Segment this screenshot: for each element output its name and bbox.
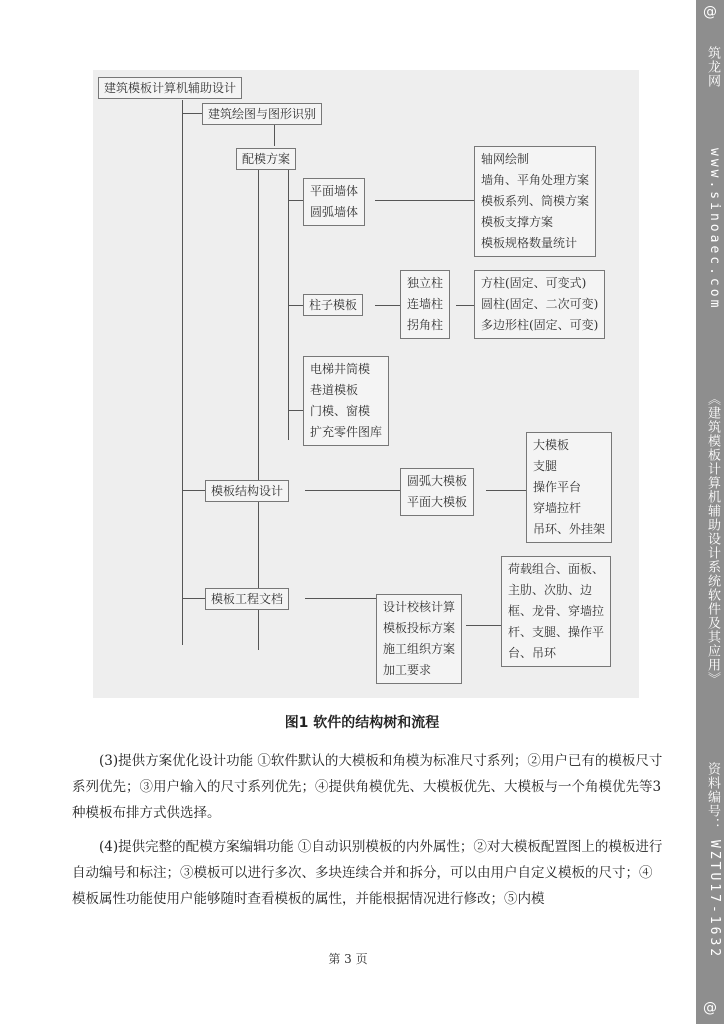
at-symbol: @: [703, 4, 717, 20]
body-paragraph: (4)提供完整的配模方案编辑功能 ①自动识别模板的内外属性；②对大模板配置图上的模板进行自动编号和标注；③模板可以进行多次、多块连续合并和拆分，可以由用户自定义模板的尺寸；④模板属性功能使用户能够随时查看模板的属性，并能根据情况进行修改；⑤内模: [72, 839, 663, 907]
site-url: www.sinoaec.com: [707, 148, 722, 311]
wall-function: 模板系列、筒模方案: [481, 194, 590, 208]
other-module: 巷道模板: [310, 383, 359, 397]
figure-caption: 图1 软件的结构树和流程: [284, 715, 440, 731]
connector-line: [183, 490, 205, 491]
connector-line: [456, 305, 474, 306]
wall-function: 轴网绘制: [481, 152, 530, 166]
connector-line: [375, 200, 475, 201]
document-code-label: 资料编号：: [705, 762, 720, 832]
column-option: 方柱(固定、可变式): [481, 276, 587, 290]
connector-line: [183, 598, 205, 599]
struct-part: 穿墙拉杆: [533, 501, 582, 515]
doc-detail: 荷载组合、面板、: [508, 562, 605, 576]
doc-items-box: [376, 594, 462, 684]
connector-line: [182, 100, 183, 645]
wall-type: 圆弧墙体: [310, 205, 359, 219]
doc-item: 施工组织方案: [383, 642, 456, 656]
column-types-box: [400, 270, 450, 339]
connector-line: [486, 490, 526, 491]
struct-parts-box: [526, 432, 612, 543]
connector-line: [466, 625, 501, 626]
column-type: 拐角柱: [407, 318, 444, 332]
struct-type: 平面大模板: [407, 495, 468, 509]
column-option: 多边形柱(固定、可变): [481, 318, 599, 332]
connector-line: [375, 305, 400, 306]
other-module: 扩充零件图库: [310, 425, 383, 439]
connector-line: [288, 200, 303, 201]
other-module: 门模、窗模: [310, 404, 371, 418]
doc-detail: 主肋、次肋、边: [508, 583, 593, 597]
step2-box: 配模方案: [236, 148, 296, 170]
doc-item: 加工要求: [383, 663, 432, 677]
step3-box: 模板结构设计: [205, 480, 289, 502]
doc-detail: 框、龙骨、穿墙拉: [508, 604, 605, 618]
column-option: 圆柱(固定、二次可变): [481, 297, 599, 311]
connector-line: [305, 598, 380, 599]
wall-type: 平面墙体: [310, 184, 359, 198]
struct-part: 支腿: [533, 459, 558, 473]
site-name: 筑龙网: [705, 46, 720, 88]
column-type: 独立柱: [407, 276, 444, 290]
step1-box: 建筑绘图与图形识别: [202, 103, 322, 125]
struct-part: 大模板: [533, 438, 570, 452]
doc-item: 设计校核计算: [383, 600, 456, 614]
at-symbol: @: [703, 1000, 717, 1016]
connector-line: [258, 170, 259, 650]
other-modules-box: [303, 356, 389, 446]
body-paragraph: (3)提供方案优化设计功能 ①软件默认的大模板和角模为标准尺寸系列；②用户已有的模板尺寸系列优先；③用户输入的尺寸系列优先；④提供角模优先、大模板优先、大模板与一个角模优先等3种模板布排方式供选择。: [72, 753, 663, 821]
column-options-box: [474, 270, 605, 339]
page-number: 第 3 页: [328, 952, 368, 966]
connector-line: [274, 122, 275, 146]
wall-types-box: [303, 178, 365, 226]
struct-part: 吊环、外挂架: [533, 522, 606, 536]
step4-box: 模板工程文档: [205, 588, 289, 610]
document-title: 《建筑模板计算机辅助设计系统软件及其应用》: [705, 392, 720, 686]
connector-line: [288, 410, 303, 411]
doc-details-box: [501, 556, 611, 667]
connector-line: [305, 490, 400, 491]
doc-detail: 杆、支腿、操作平: [508, 625, 605, 639]
structure-tree-figure: [93, 70, 639, 698]
wall-functions-box: [474, 146, 596, 257]
watermark-sidebar: [696, 0, 724, 1024]
column-type: 连墙柱: [407, 297, 444, 311]
doc-item: 模板投标方案: [383, 621, 456, 635]
struct-types-box: [400, 468, 474, 516]
root-box: 建筑模板计算机辅助设计: [98, 77, 242, 99]
struct-type: 圆弧大模板: [407, 474, 468, 488]
wall-function: 模板支撑方案: [481, 215, 554, 229]
doc-detail: 台、吊环: [508, 646, 557, 660]
wall-function: 墙角、平角处理方案: [481, 173, 590, 187]
connector-line: [288, 305, 303, 306]
other-module: 电梯井筒模: [310, 362, 371, 376]
column-module-box: 柱子模板: [303, 294, 363, 316]
wall-function: 模板规格数量统计: [481, 236, 578, 250]
connector-line: [288, 165, 289, 440]
document-code: WZTU17-1632: [707, 840, 722, 960]
connector-line: [182, 113, 202, 114]
struct-part: 操作平台: [533, 480, 582, 494]
